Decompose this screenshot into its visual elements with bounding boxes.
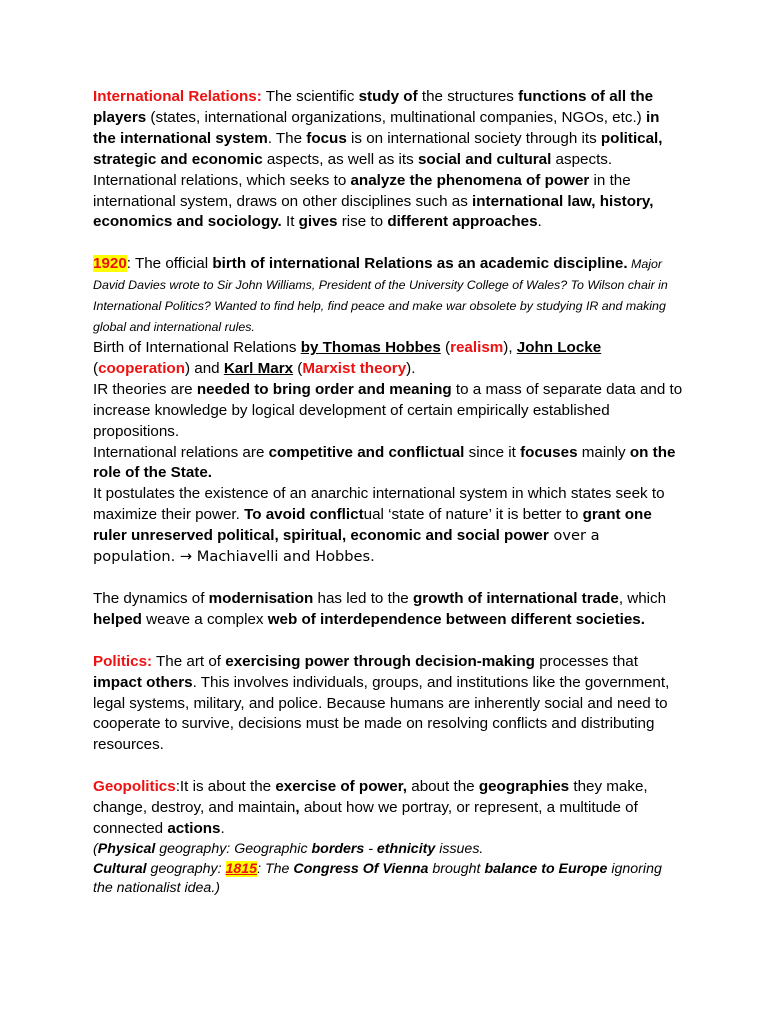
text: ( (293, 359, 303, 377)
bold-text: gives (298, 213, 338, 231)
text: they make, change, destroy, and maintain (93, 778, 648, 817)
bold-text: balance to Europe (484, 860, 608, 877)
text: is on international society through its (346, 129, 601, 147)
text: the structures (417, 88, 519, 105)
text: : The official (126, 255, 213, 273)
text: - (364, 841, 377, 857)
bold-text: helped (93, 610, 142, 628)
text: ). (406, 359, 416, 377)
paragraph-spacer (93, 756, 683, 777)
text: geography: Geographic (155, 841, 312, 857)
text: ignoring the nationalist idea.) (93, 860, 662, 896)
bold-text: analyze the phenomena of power (350, 171, 590, 189)
text: weave a complex (141, 610, 268, 628)
bold-text: actions (167, 820, 221, 838)
paragraph-anarchic-system (93, 484, 683, 568)
paragraph-geopolitics (93, 777, 683, 840)
bold-text: international law, history, economics and sociology. (93, 192, 654, 231)
text: :It is about the (175, 778, 276, 796)
text: processes that (534, 652, 638, 670)
paragraph-physical-geography (93, 840, 683, 860)
bold-text: birth of international Relations as an academic discipline. (212, 255, 628, 273)
text: : The (257, 860, 294, 877)
bold-text: modernisation (208, 589, 314, 607)
term-marxist-theory: Marxist theory (302, 359, 407, 377)
bold-text: borders (311, 841, 365, 857)
bold-text: focuses (520, 443, 578, 461)
text: ) and (184, 359, 224, 377)
text: over a population. → Machiavelli and Hobbes. (93, 527, 600, 566)
bold-text: To avoid conflict (244, 506, 364, 524)
paragraph-politics (93, 652, 683, 757)
bold-text: needed to bring order and meaning (196, 380, 452, 398)
term-geopolitics: Geopolitics (93, 778, 176, 796)
bold-text: functions of all the players (93, 88, 654, 126)
bold-text: social and cultural (417, 150, 552, 168)
paragraph-cultural-geography (93, 860, 683, 899)
bold-text: Congress Of Vienna (293, 860, 429, 877)
text: (states, international organizations, multinational companies, NGOs, etc.) (146, 108, 646, 126)
paragraph-modernisation (93, 589, 683, 631)
text: aspects, as well as its (262, 150, 418, 168)
term-international-relations: International Relations: (93, 88, 262, 105)
text: brought (428, 860, 485, 877)
bold-underline-text: by (300, 338, 319, 356)
text: Birth of International Relations (93, 338, 301, 356)
bold-text: exercise of power, (275, 778, 408, 796)
text: . The (267, 129, 307, 147)
name-john-locke: John Locke (516, 338, 602, 356)
text: The art of (152, 652, 226, 670)
year-1920-highlight: 1920 (93, 255, 127, 273)
bold-text: web of interdependence between different societies. (267, 610, 645, 628)
paragraph-ir-theories (93, 380, 683, 443)
text: mainly (577, 443, 630, 461)
bold-text: in the international system (93, 108, 660, 147)
text: ( (440, 338, 451, 356)
text: has led to the (313, 589, 413, 607)
text: . This involves individuals, groups, and institutions like the government, legal systems, military, and police. Because humans are inherently social and need to cooperate to survive, decisions must be made on resolving conflicts and distributing resources. (93, 673, 670, 754)
paragraph-birth-1920 (93, 254, 683, 338)
text: issues. (435, 841, 484, 857)
term-politics: Politics: (93, 652, 153, 670)
bold-text: exercising power through decision-making (225, 652, 535, 670)
paragraph-competitive (93, 443, 683, 485)
italic-note: Major David Davies wrote to Sir John Williams, President of the University College of Wales? To Wilson chair in International Politics? Wanted to find help, find peace and make war obsolete by studying IR and making global and international rules. (93, 257, 668, 335)
bold-text: growth of international trade (412, 589, 619, 607)
bold-text: Physical (97, 841, 156, 857)
text: The dynamics of (93, 589, 209, 607)
text: , which (618, 589, 667, 607)
text: . (537, 213, 542, 231)
term-realism: realism (450, 338, 504, 356)
text: ), (503, 338, 517, 356)
text: since it (464, 443, 521, 461)
text: The scientific (261, 88, 359, 105)
bold-text: ethnicity (376, 841, 436, 857)
text: ( (93, 841, 98, 857)
bold-text: political, strategic and economic (93, 129, 663, 168)
paragraph-spacer (93, 568, 683, 589)
bold-text: competitive and conflictual (268, 443, 465, 461)
paragraph-spacer (93, 233, 683, 254)
bold-text: Cultural (93, 860, 147, 877)
paragraph-international-relations (93, 87, 683, 233)
text: rise to (337, 213, 388, 231)
text: about the (407, 778, 479, 796)
text: . (220, 820, 225, 838)
paragraph-spacer (93, 631, 683, 652)
text: It postulates the existence of an anarchic international system in which states seek to maximize their power. (93, 485, 665, 524)
bold-text: on the role of the State. (93, 443, 676, 482)
document-body (93, 87, 683, 899)
paragraph-thinkers (93, 338, 683, 380)
name-karl-marx: Karl Marx (223, 359, 294, 377)
text: aspects. International relations, which seeks to (93, 150, 613, 189)
term-cooperation: cooperation (98, 359, 185, 377)
bold-text: , (295, 799, 300, 817)
bold-text: different approaches (387, 213, 538, 231)
bold-text: grant one ruler unreserved political, spiritual, economic and social power (93, 506, 652, 545)
text: IR theories are (93, 380, 197, 398)
name-thomas-hobbes: Thomas Hobbes (318, 338, 441, 356)
text: International relations are (93, 443, 269, 461)
text: ual ‘state of nature’ it is better to (363, 506, 583, 524)
text: It (281, 213, 299, 231)
bold-text: focus (306, 129, 347, 147)
text: geography: (146, 860, 226, 877)
year-1815-highlight: 1815 (225, 860, 258, 877)
bold-text: study of (358, 88, 418, 105)
text: ( (93, 359, 99, 377)
text: about how we portray, or represent, a multitude of connected (93, 799, 638, 838)
bold-text: geographies (478, 778, 570, 796)
text: to a mass of separate data and to increase knowledge by logical development of certain empirically established propositions. (93, 380, 683, 440)
bold-text: impact others (93, 673, 193, 691)
text: in the international system, draws on other disciplines such as (93, 171, 631, 210)
